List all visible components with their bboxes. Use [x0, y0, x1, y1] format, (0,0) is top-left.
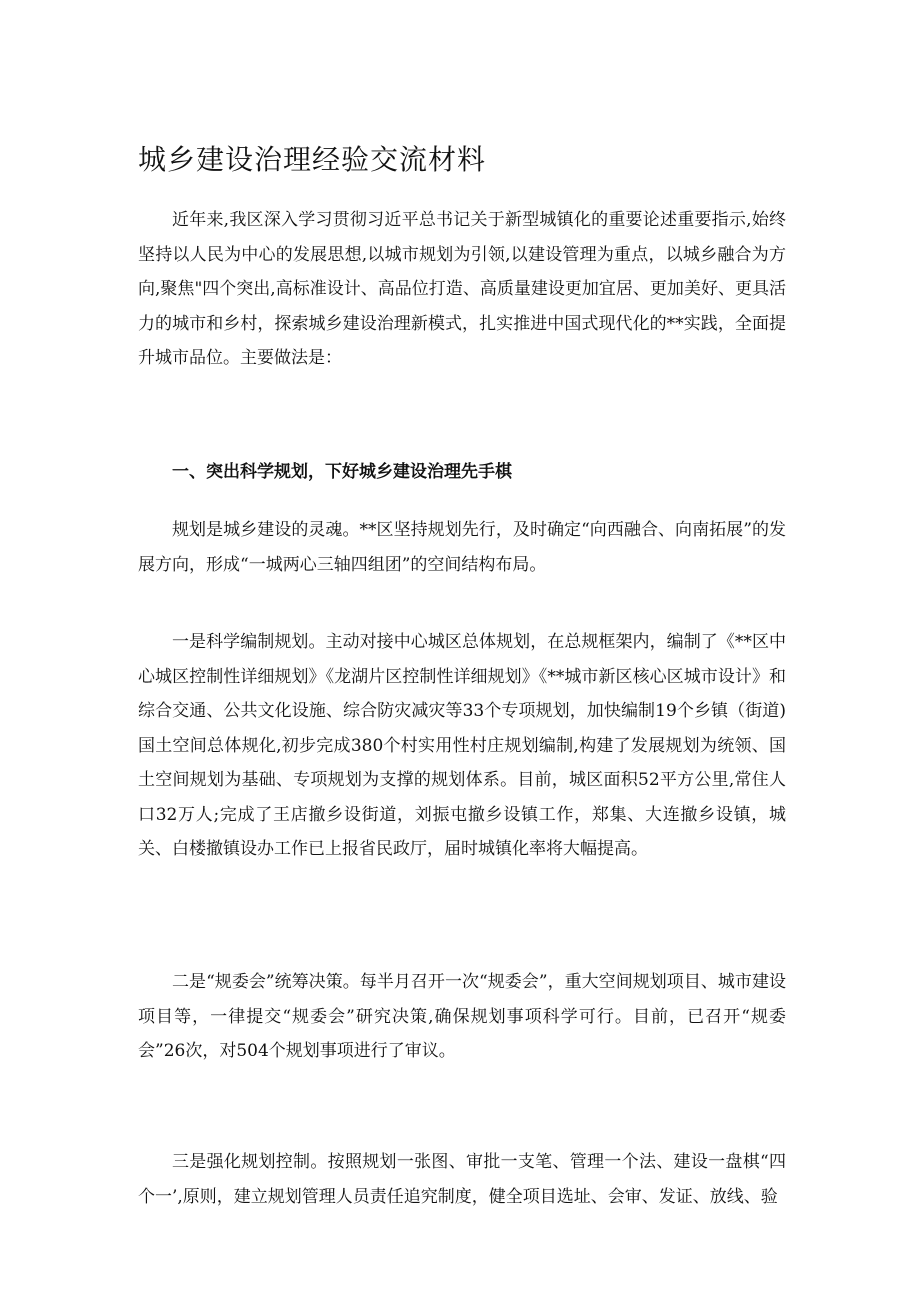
section1-intro-paragraph: 规划是城乡建设的灵魂。**区坚持规划先行，及时确定“向西融合、向南拓展”的发展方向，形成“一城两心三轴四组团”的空间结构布局。 — [138, 520, 786, 575]
intro-paragraph: 近年来,我区深入学习贯彻习近平总书记关于新型城镇化的重要论述重要指示,始终坚持以人民为中心的发展思想,以城市规划为引领,以建设管理为重点，以城乡融合为方向,聚焦"四个突出,高标准设计、高品位打造、高质量建设更加宜居、更加美好、更具活力的城市和乡村，探索城乡建设治理新模式，扎实推进中国式现代化的**实践，全面提升城市品位。主要做法是： — [138, 210, 786, 368]
document-title: 城乡建设治理经验交流材料 — [138, 143, 487, 176]
point-1-paragraph: 一是科学编制规划。主动对接中心城区总体规划，在总规框架内，编制了《**区中心城区控制性详细规划》《龙湖片区控制性详细规划》《**城市新区核心区城市设计》和综合交通、公共文化设施、综合防灾减灾等33个专项规划，加快编制19个乡镇（街道)国土空间总体规化,初步完成380个村实用性村庄规划编制,构建了发展规划为统领、国土空间规划为基础、专项规划为支撑的规划体系。目前，城区面积52平方公里,常住人口32万人;完成了王店撤乡设街道，刘振屯撤乡设镇工作，郑集、大连撤乡设镇，城关、白楼撤镇设办工作已上报省民政厅，届时城镇化率将大幅提高。 — [138, 632, 786, 859]
point-3-paragraph: 三是强化规划控制。按照规划一张图、审批一支笔、管理一个法、建设一盘棋“四个一’,原则，建立规划管理人员责任追究制度，健全项目选址、会审、发证、放线、验 — [138, 1152, 786, 1207]
section-heading-1: 一、突出科学规划，下好城乡建设治理先手棋 — [172, 462, 512, 482]
point-2-paragraph: 二是“规委会”统筹决策。每半月召开一次“规委会”，重大空间规划项目、城市建设项目等，一律提交“规委会”研究决策,确保规划事项科学可行。目前，已召开“规委会”26次，对504个规划事项进行了审议。 — [138, 972, 786, 1061]
